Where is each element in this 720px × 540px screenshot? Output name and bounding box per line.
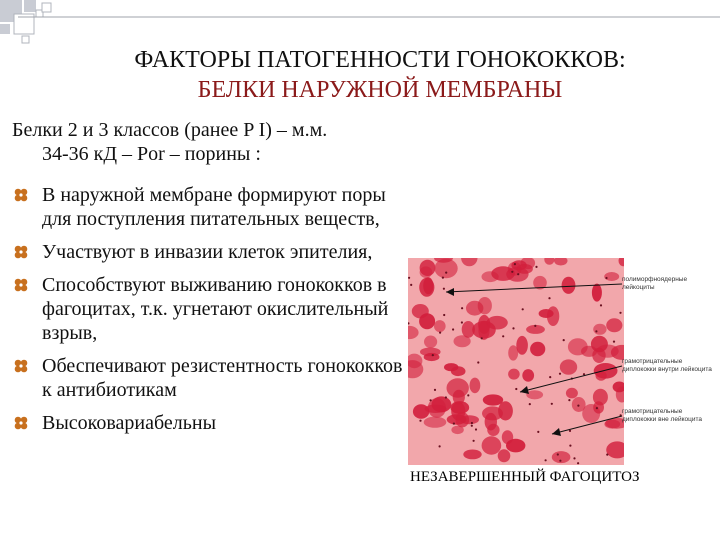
diplococcus — [577, 462, 579, 464]
cell — [508, 345, 518, 360]
list-item — [12, 411, 412, 435]
diplococcus — [537, 431, 539, 433]
list-item — [12, 273, 412, 345]
diplococcus — [522, 308, 524, 310]
cell — [420, 348, 441, 357]
list-item — [12, 240, 412, 264]
diplococcus — [445, 396, 447, 398]
cell — [539, 309, 554, 318]
cell — [604, 272, 619, 281]
diplococcus — [511, 271, 513, 273]
diplococcus — [559, 460, 561, 462]
clover-bullet-icon — [14, 188, 28, 202]
cell — [412, 304, 429, 318]
cell — [606, 441, 624, 458]
diplococcus — [596, 407, 598, 409]
cell — [593, 324, 606, 335]
diplococcus — [432, 354, 434, 356]
cell — [597, 345, 619, 358]
diplococcus — [461, 307, 463, 309]
diplococcus — [445, 272, 447, 274]
cell — [533, 276, 547, 290]
cell — [582, 404, 600, 423]
diplococcus — [551, 403, 553, 405]
diplococcus — [573, 457, 575, 459]
cell — [560, 359, 577, 374]
cell — [593, 389, 608, 406]
diplococcus — [568, 399, 570, 401]
intro-line-1: Белки 2 и 3 классов (ранее P I) – м.м. — [12, 119, 328, 141]
diplococcus — [461, 321, 463, 323]
list-item-text: Обеспечивают резистентность гонококков к антибиотикам — [42, 355, 403, 401]
list-item-text: Участвуют в инвазии клеток эпителия, — [42, 241, 373, 263]
cell — [482, 436, 502, 454]
diplococcus — [534, 325, 536, 327]
diplococcus — [471, 425, 473, 427]
cell — [485, 413, 497, 431]
clover-bullet-icon — [14, 359, 28, 373]
micrograph-cells — [408, 258, 624, 465]
diplococcus — [408, 277, 410, 279]
diplococcus — [467, 394, 469, 396]
diplococcus — [577, 405, 579, 407]
diplococcus — [571, 378, 573, 380]
cell — [423, 277, 433, 294]
diplococcus — [563, 339, 565, 341]
list-item-text: Высоковариабельны — [42, 412, 217, 434]
cell — [463, 450, 481, 460]
cell — [568, 338, 588, 355]
diplococcus — [619, 312, 621, 314]
list-item — [12, 354, 412, 402]
diplococcus — [481, 337, 483, 339]
cell — [502, 430, 513, 444]
diplococcus — [583, 373, 585, 375]
micrograph-image — [408, 258, 624, 465]
diplococcus — [502, 335, 504, 337]
clover-bullet-icon — [14, 278, 28, 292]
diplococcus — [514, 263, 516, 265]
page-subtitle: БЕЛКИ НАРУЖНОЙ МЕМБРАНЫ — [197, 77, 563, 103]
diplococcus — [475, 428, 477, 430]
diplococcus — [512, 327, 514, 329]
diplococcus — [477, 361, 479, 363]
diplococcus — [430, 399, 432, 401]
cell — [450, 401, 469, 414]
diplococcus — [606, 454, 608, 456]
diplococcus — [453, 423, 455, 425]
cell — [447, 414, 467, 424]
cell — [424, 417, 447, 428]
cell — [526, 390, 543, 399]
diplococcus — [439, 445, 441, 447]
cell — [486, 316, 507, 330]
cell — [470, 378, 481, 394]
diplococcus — [443, 288, 445, 290]
list-item — [12, 183, 412, 231]
diplococcus — [410, 284, 412, 286]
diplococcus — [434, 389, 436, 391]
cell — [619, 258, 625, 266]
diplococcus — [443, 314, 445, 316]
cell — [461, 258, 477, 266]
diplococcus — [471, 422, 473, 424]
diplococcus — [529, 403, 531, 405]
diplococcus — [595, 330, 597, 332]
diplococcus — [439, 332, 441, 334]
cell — [408, 326, 419, 339]
cell — [522, 369, 534, 382]
cell — [447, 378, 469, 397]
cell — [498, 449, 511, 462]
cell — [517, 264, 533, 274]
cell — [544, 258, 554, 265]
legend-leukocytes: полиморфноядерные лейкоциты — [622, 276, 688, 291]
diplococcus — [569, 430, 571, 432]
cell — [554, 258, 567, 266]
legend-intracellular-diplococci: грамотрицательные диплококки внутри лейкоцита — [622, 358, 712, 373]
cell — [613, 382, 624, 393]
diplococcus — [442, 277, 444, 279]
cell — [592, 284, 602, 302]
bullet-list — [12, 183, 412, 444]
diplococcus — [419, 420, 421, 422]
cell — [482, 271, 499, 282]
diplococcus — [613, 341, 615, 343]
clover-bullet-icon — [14, 245, 28, 259]
diplococcus — [545, 459, 547, 461]
cell — [530, 342, 545, 356]
diplococcus — [473, 440, 475, 442]
legend-extracellular-diplococci: грамотрицательные диплококки вне лейкоцита — [622, 408, 702, 423]
page-title: ФАКТОРЫ ПАТОГЕННОСТИ ГОНОКОККОВ: — [134, 47, 626, 73]
cell — [596, 371, 607, 381]
diplococcus — [517, 273, 519, 275]
cell — [483, 394, 503, 405]
intro-text — [12, 118, 412, 166]
diplococcus — [569, 445, 571, 447]
cell — [606, 318, 622, 332]
list-item-text: Способствуют выживанию гонококков в фагоцитах, т.к. угнетают окислительный взрыв, — [42, 274, 389, 344]
diplococcus — [557, 453, 559, 455]
cell — [420, 266, 433, 278]
diplococcus — [549, 376, 551, 378]
diplococcus — [452, 328, 454, 330]
intro-line-2: 34-36 кД – Por – порины : — [42, 143, 261, 165]
diplococcus — [548, 297, 550, 299]
diplococcus — [408, 322, 410, 324]
diplococcus — [515, 388, 517, 390]
diplococcus — [600, 304, 602, 306]
diplococcus — [535, 266, 537, 268]
clover-bullet-icon — [14, 416, 28, 430]
diplococcus — [559, 373, 561, 375]
cell — [444, 363, 458, 371]
cell — [562, 277, 576, 294]
cell — [566, 388, 578, 399]
cell — [466, 301, 483, 316]
figure-caption: НЕЗАВЕРШЕННЫЙ ФАГОЦИТОЗ — [410, 469, 640, 485]
diplococcus — [605, 277, 607, 279]
cell — [434, 320, 446, 332]
cell — [508, 369, 520, 380]
list-item-text: В наружной мембране формируют поры для поступления питательных веществ, — [42, 184, 386, 230]
cell — [424, 336, 437, 349]
